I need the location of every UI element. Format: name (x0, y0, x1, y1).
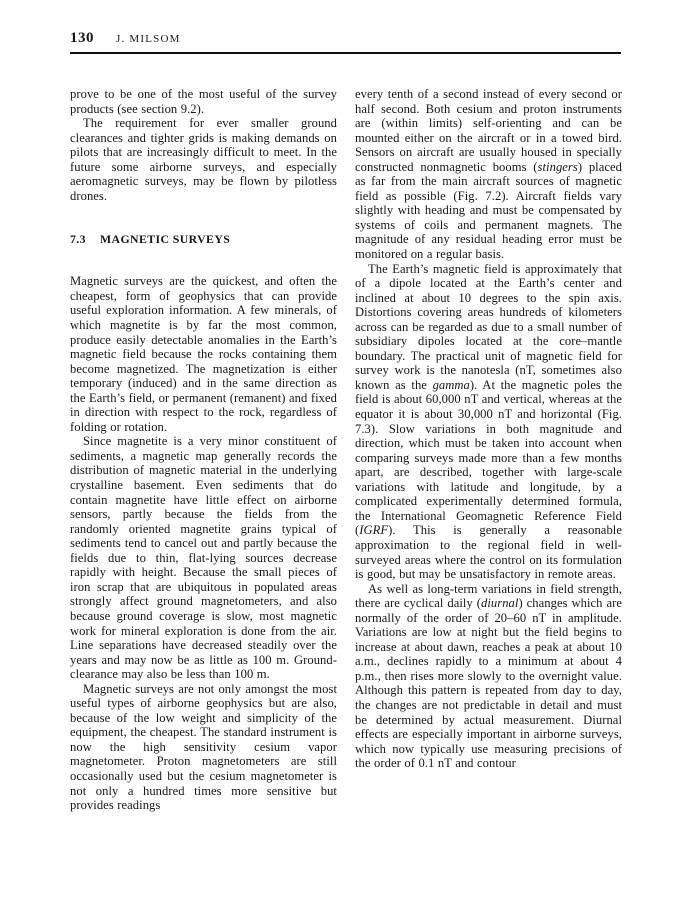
section-heading (70, 232, 337, 247)
header-rule (70, 52, 621, 54)
paragraph: The requirement for ever smaller ground clearances and tighter grids is making demands on pilots that are increasingly difficult to meet. In the future some airborne surveys, and especially aeromagnetic surveys, may be flown by pilotless drones. (70, 116, 337, 203)
paragraph: As well as long-term variations in field strength, there are cyclical daily (diurnal) changes which are normally of the order of 20–60 nT in amplitude. Variations are low at night but the field begins to increase at about dawn, reaches a peak at about 10 a.m., declines rapidly to a minimum at about 4 p.m., then rises more slowly to the overnight value. Although this pattern is repeated from day to day, the changes are not predictable in detail and must be determined by actual measurement. Diurnal effects are especially important in airborne surveys, which now typically use measuring precisions of the order of 0.1 nT and contour (355, 581, 623, 771)
section-number: 7.3 (70, 232, 86, 247)
right-column (355, 87, 622, 813)
two-column-text (70, 87, 621, 813)
section-title: MAGNETIC SURVEYS (100, 232, 231, 247)
left-column (70, 87, 337, 813)
paragraph: The Earth’s magnetic field is approximately that of a dipole located at the Earth’s center and inclined at about 10 degrees to the spin axis. Distortions covering areas hundreds of kilometers across can be regarded as due to a small number of subsidiary dipoles located at the core–mantle boundary. The practical unit of magnetic field for survey work is the nanotesla (nT, sometimes also known as the gamma). At the magnetic poles the field is about 60,000 nT and vertical, whereas at the equator it is about 30,000 nT and horizontal (Fig. 7.3). Slow variations in both magnitude and direction, which must be taken into account when comparing surveys made more than a few months apart, are described, together with large-scale variations with latitude and longitude, by a complicated experimentally determined formula, the International Geomagnetic Reference Field (IGRF). This is generally a reasonable approximation to the regional field in well-surveyed areas where the control on its formulation is good, but may be unsatisfactory in remote areas. (355, 261, 622, 582)
paragraph: Magnetic surveys are not only amongst the most useful types of airborne geophysics but are also, because of the low weight and simplicity of the equipment, the cheapest. The standard instrument is now the high sensitivity cesium vapor magnetometer. Proton magnetometers are still occasionally used but the cesium magnetometer is not only a hundred times more sensitive but provides readings (70, 681, 337, 813)
paragraph: Magnetic surveys are the quickest, and often the cheapest, form of geophysics that can provide useful exploration information. A few minerals, of which magnetite is by far the most common, produce easily detectable anomalies in the Earth’s magnetic field because the rocks containing them become magnetized. The magnetization is either temporary (induced) and in the same direction as the Earth’s field, or permanent (remanent) and fixed in direction with respect to the rock, regardless of folding or rotation. (70, 274, 337, 434)
running-head-author: J. MILSOM (116, 33, 181, 45)
running-header (70, 30, 621, 52)
paragraph: Since magnetite is a very minor constituent of sediments, a magnetic map generally records the distribution of magnetic material in the underlying crystalline basement. Even sediments that do contain magnetite have little effect on airborne sensors, partly because the fields from the randomly oriented magnetite grains typical of sediments tend to cancel out and partly because the fields due to thin, flat-lying sources decrease rapidly with height. Because the small pieces of iron scrap that are ubiquitous in populated areas strongly affect ground magnetometers, and also because ground coverage is slow, most magnetic work for mineral exploration is done from the air. Line separations have decreased steadily over the years and may now be as little as 100 m. Ground-clearance may also be less than 100 m. (70, 434, 337, 682)
paragraph: prove to be one of the most useful of the survey products (see section 9.2). (70, 87, 337, 116)
page-number: 130 (70, 30, 94, 46)
paragraph: every tenth of a second instead of every second or half second. Both cesium and proton instruments are (within limits) self-orienting and can be mounted either on the aircraft or in a towed bird. Sensors on aircraft are usually housed in specially constructed nonmagnetic booms (stingers) placed as far from the main aircraft sources of magnetic field as possible (Fig. 7.2). Aircraft fields vary slightly with heading and must be compensated by systems of coils and permanent magnets. The magnitude of any residual heading error must be monitored on a regular basis. (355, 87, 623, 262)
